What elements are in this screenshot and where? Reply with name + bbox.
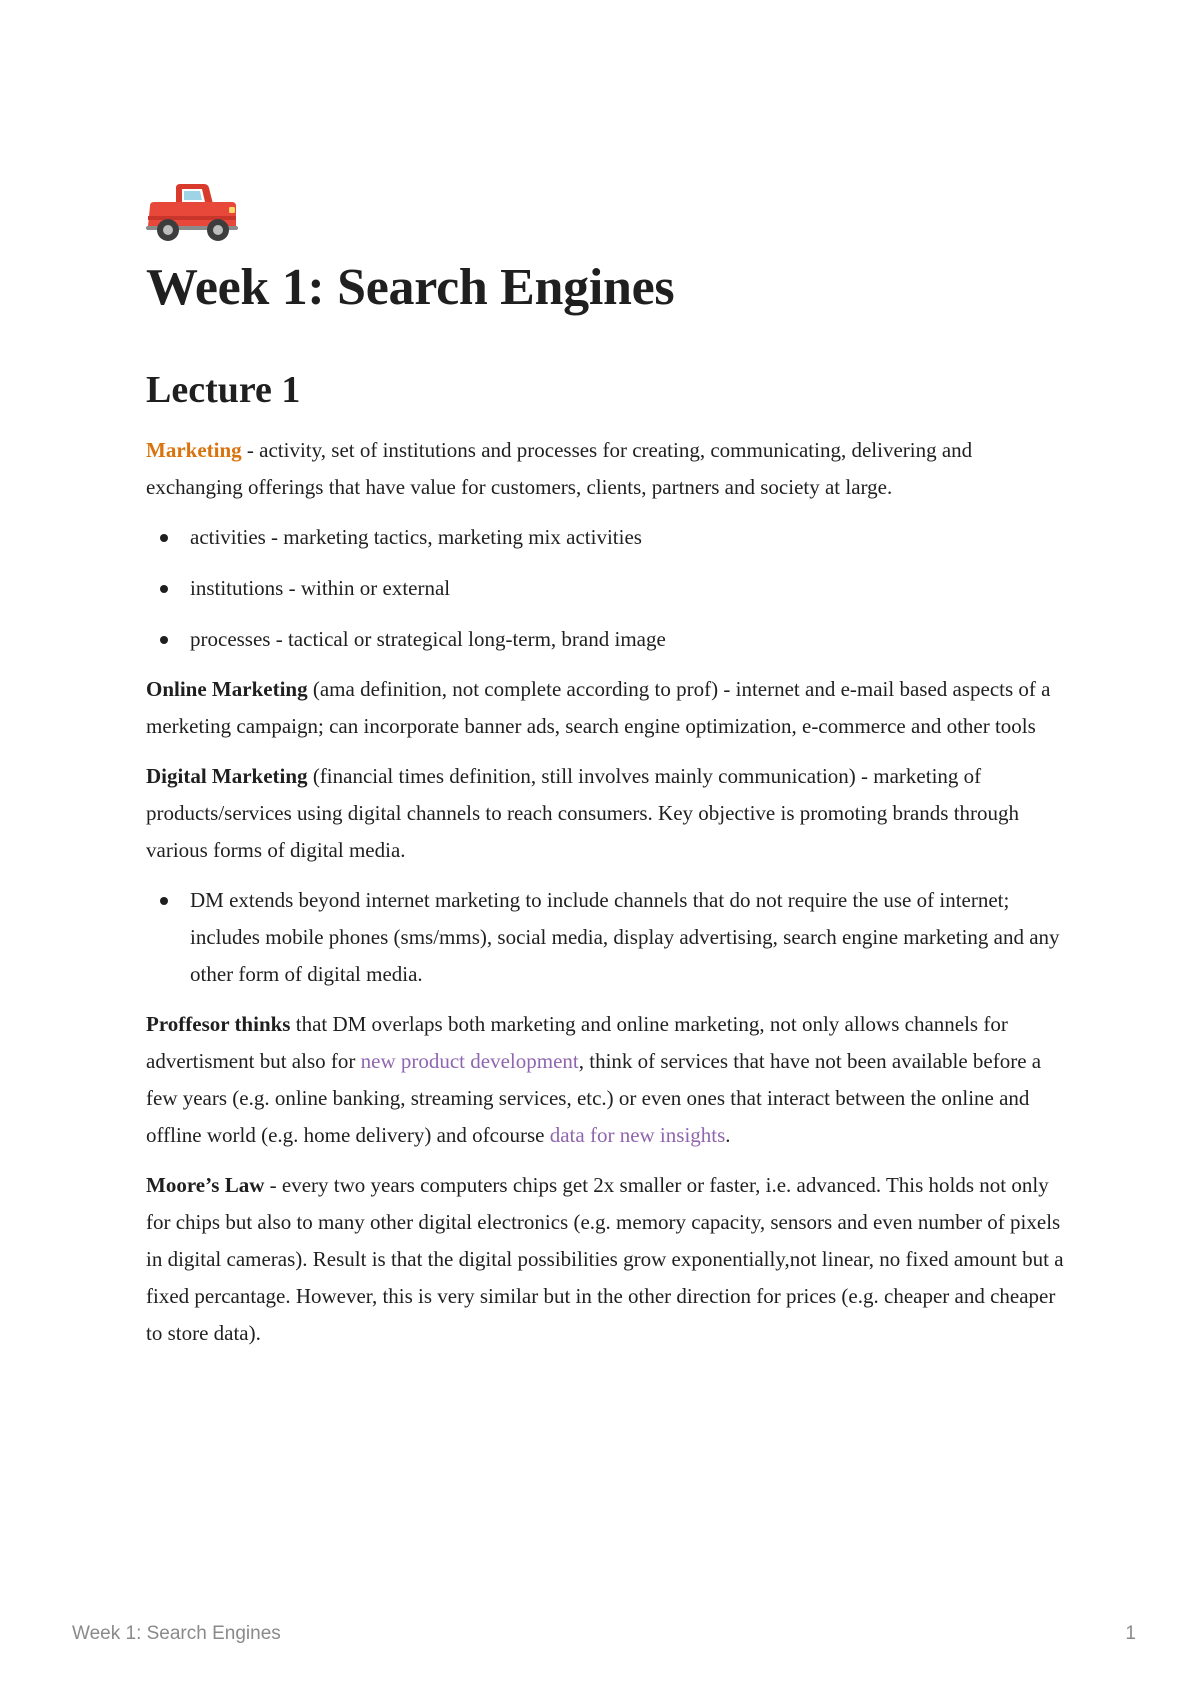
list-item: institutions - within or external [146, 570, 1066, 607]
professor-term: Proffesor thinks [146, 1012, 291, 1036]
list-item: DM extends beyond internet marketing to include channels that do not require the use of internet; includes mobile phones (sms/mms), social media, display advertising, search engine marketing and any other form of digital media. [146, 882, 1066, 993]
footer-title: Week 1: Search Engines [72, 1623, 281, 1644]
highlight-new-product-development: new product development [360, 1049, 579, 1073]
online-marketing-term: Online Marketing [146, 677, 308, 701]
page-content [146, 180, 1066, 1352]
marketing-bullet-list [146, 519, 1066, 658]
section-heading: Lecture 1 [146, 369, 301, 411]
pickup-truck-icon [146, 180, 238, 244]
moores-law-definition: - every two years computers chips get 2x smaller or faster, i.e. advanced. This holds not only for chips but also to many other digital electronics (e.g. memory capacity, sensors and even number of pixels in digital cameras). Result is that the digital possibilities grow exponentially,not linear, no fixed amount but a fixed percantage. However, this is very similar but in the other direction for prices (e.g. cheaper and cheaper to store data). [146, 1173, 1064, 1345]
bullet-icon [160, 534, 168, 542]
online-marketing-paragraph [146, 671, 1066, 745]
bullet-icon [160, 897, 168, 905]
professor-paragraph: Proffesor thinks that DM overlaps both marketing and online marketing, not only allows channels for advertisment but also for new product development, think of services that have not been available before a few years (e.g. online banking, streaming services, etc.) or even ones that interact between the online and offline world (e.g. home delivery) and ofcourse data for new insights. [146, 1012, 1042, 1147]
list-item: processes - tactical or strategical long-term, brand image [146, 621, 1066, 658]
page-title: Week 1: Search Engines [146, 259, 675, 316]
digital-marketing-term: Digital Marketing [146, 764, 308, 788]
list-item: activities - marketing tactics, marketing mix activities [146, 519, 1066, 556]
page-number: 1 [1125, 1623, 1136, 1644]
digital-marketing-paragraph [146, 758, 1066, 869]
marketing-term: Marketing [146, 438, 242, 462]
bullet-icon [160, 585, 168, 593]
highlight-data-for-new-insights: data for new insights [549, 1123, 726, 1147]
moores-law-term: Moore’s Law [146, 1173, 265, 1197]
moores-law-paragraph [146, 1167, 1066, 1352]
bullet-icon [160, 636, 168, 644]
digital-marketing-definition: (financial times definition, still involves mainly communication) - marketing of products/services using digital channels to reach consumers. Key objective is promoting brands through various forms of digital media. [146, 764, 1020, 862]
online-marketing-definition: (ama definition, not complete according to prof) - internet and e-mail based aspects of a merketing campaign; can incorporate banner ads, search engine optimization, e-commerce and other tools [146, 677, 1051, 738]
digital-marketing-bullet-list [146, 882, 1066, 993]
marketing-definition: - activity, set of institutions and processes for creating, communicating, delivering and exchanging offerings that have value for customers, clients, partners and society at large. [146, 438, 973, 499]
marketing-paragraph [146, 432, 1066, 506]
